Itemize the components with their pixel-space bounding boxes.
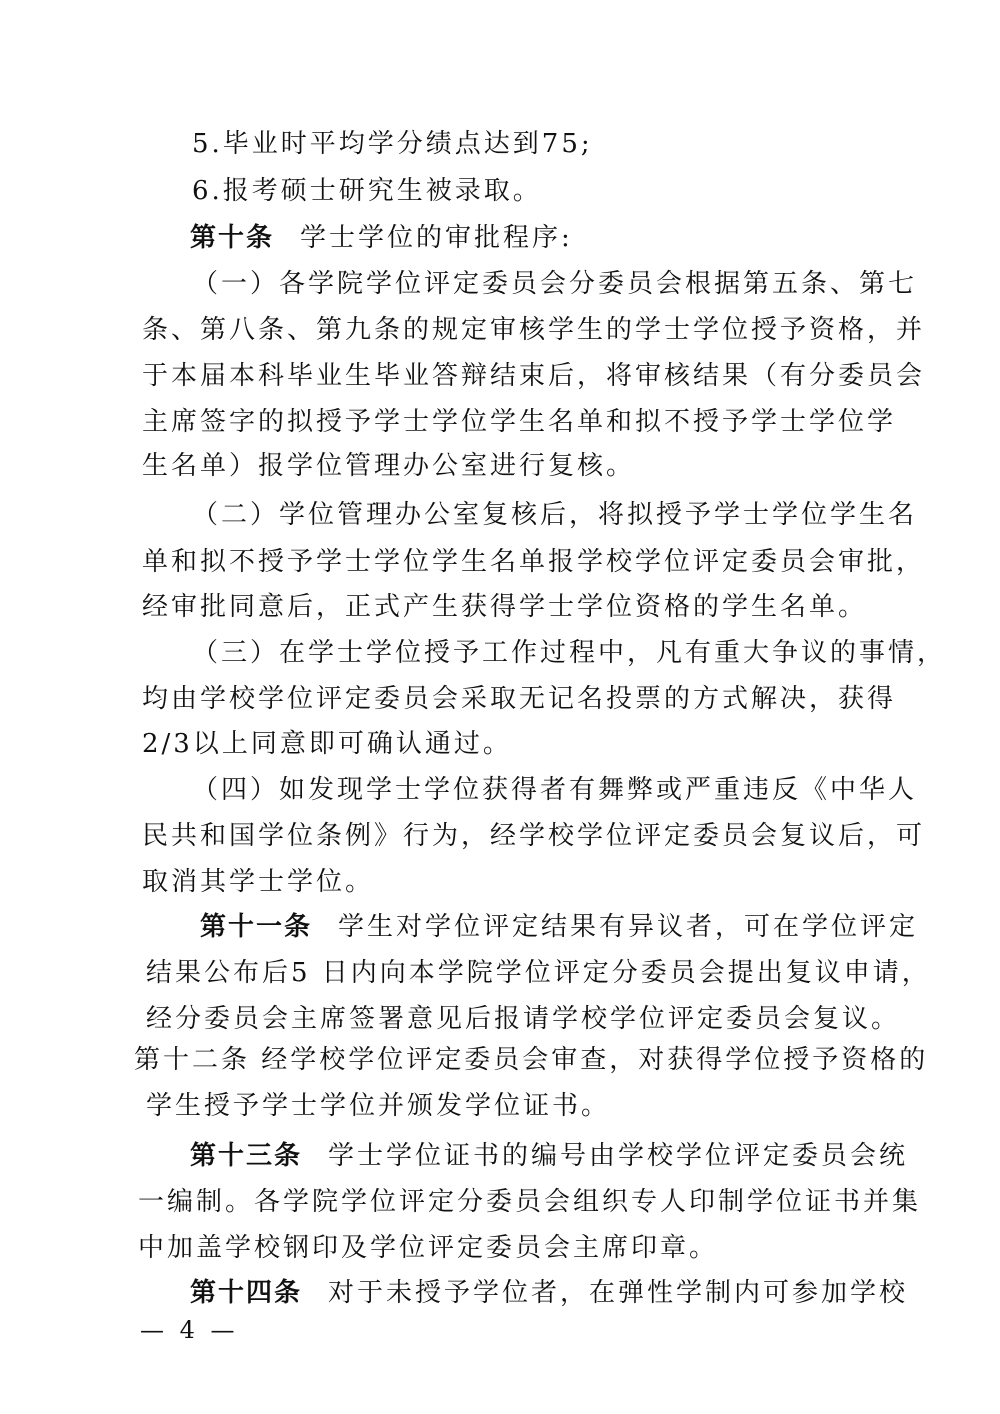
clause-3-line-1: （三）在学士学位授予工作过程中，凡有重大争议的事情， bbox=[192, 638, 947, 668]
clause-2-line-2: 单和拟不授予学士学位学生名单报学校学位评定委员会审批， bbox=[142, 547, 926, 577]
item-6: 6.报考硕士研究生被录取。 bbox=[192, 176, 542, 206]
clause-1-line-4: 主席签字的拟授予学士学位学生名单和拟不授予学士学位学 bbox=[142, 407, 897, 437]
article-10-text: 学士学位的审批程序: bbox=[300, 223, 573, 253]
article-13-text: 学士学位证书的编号由学校学位评定委员会统 bbox=[328, 1141, 909, 1171]
article-13-line-3: 中加盖学校钢印及学位评定委员会主席印章。 bbox=[138, 1233, 719, 1263]
article-13-line-1 bbox=[190, 1136, 908, 1176]
page-number: — 4 — bbox=[140, 1316, 239, 1344]
article-10-heading: 第十条 bbox=[190, 223, 275, 253]
clause-1-line-5: 生名单）报学位管理办公室进行复核。 bbox=[142, 451, 636, 481]
article-11-line-2: 结果公布后5 日内向本学院学位评定分委员会提出复议申请， bbox=[146, 958, 931, 988]
clause-4-line-3: 取消其学士学位。 bbox=[142, 867, 375, 897]
clause-4-line-2: 民共和国学位条例》行为，经学校学位评定委员会复议后，可 bbox=[142, 821, 926, 851]
clause-4-line-1: （四）如发现学士学位获得者有舞弊或严重违反《中华人 bbox=[192, 775, 918, 805]
clause-2-line-3: 经审批同意后，正式产生获得学士学位资格的学生名单。 bbox=[142, 592, 868, 622]
clause-1-line-2: 条、第八条、第九条的规定审核学生的学士学位授予资格，并 bbox=[142, 315, 926, 345]
article-14-text: 对于未授予学位者，在弹性学制内可参加学校 bbox=[328, 1278, 909, 1308]
article-12-line-2: 学生授予学士学位并颁发学位证书。 bbox=[146, 1091, 611, 1121]
clause-3-line-2: 均由学校学位评定委员会采取无记名投票的方式解决，获得 bbox=[142, 684, 897, 714]
article-11-text: 学生对学位评定结果有异议者，可在学位评定 bbox=[338, 912, 919, 942]
clause-1-line-3: 于本届本科毕业生毕业答辩结束后，将审核结果（有分委员会 bbox=[142, 361, 926, 391]
article-14-heading: 第十四条 bbox=[190, 1278, 303, 1308]
article-13-heading: 第十三条 bbox=[190, 1141, 303, 1171]
article-11-line-3: 经分委员会主席签署意见后报请学校学位评定委员会复议。 bbox=[146, 1004, 901, 1034]
article-11-line-1 bbox=[200, 907, 918, 947]
article-12-line-1: 第十二条 经学校学位评定委员会审查，对获得学位授予资格的 bbox=[134, 1045, 929, 1075]
clause-3-line-3: 2/3以上同意即可确认通过。 bbox=[142, 729, 512, 759]
article-10 bbox=[190, 218, 573, 258]
clause-1-line-1: （一）各学院学位评定委员会分委员会根据第五条、第七 bbox=[192, 269, 918, 299]
article-13-line-2: 一编制。各学院学位评定分委员会组织专人印制学位证书并集 bbox=[138, 1187, 922, 1217]
clause-2-line-1: （二）学位管理办公室复核后，将拟授予学士学位学生名 bbox=[192, 500, 918, 530]
article-11-heading: 第十一条 bbox=[200, 912, 313, 942]
article-14-line-1 bbox=[190, 1273, 908, 1313]
item-5: 5.毕业时平均学分绩点达到75; bbox=[192, 129, 593, 159]
